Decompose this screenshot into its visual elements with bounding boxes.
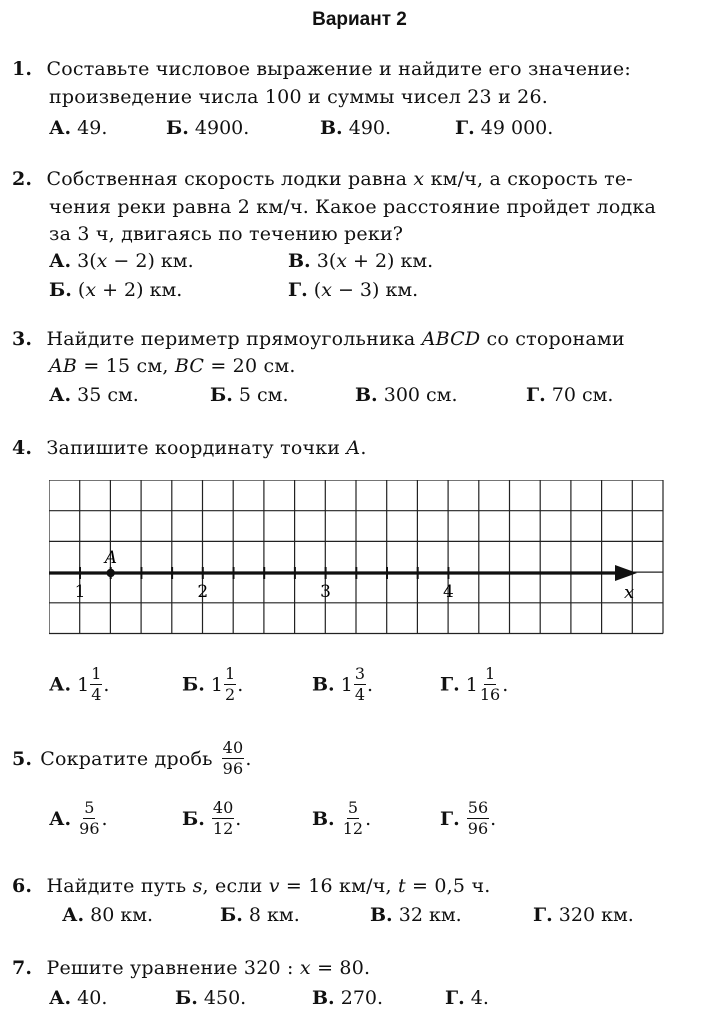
point-a-label: A [104, 548, 117, 568]
q6-option-v[interactable]: В. 32 км. [370, 904, 462, 926]
q3-option-b[interactable]: Б. 5 см. [210, 384, 289, 406]
q2-text-line2: чения реки равна 2 км/ч. Какое расстояние пройдет лодка [49, 196, 656, 218]
q1-number: 1. [12, 58, 33, 80]
q7-option-g[interactable]: Г. 4. [445, 987, 489, 1009]
q6-number: 6. [12, 875, 33, 897]
q5-option-a[interactable]: А. $\frac{5}{96}$ . [49, 798, 108, 838]
q1-option-b[interactable]: Б. 4900. [166, 117, 250, 139]
q3-text-line1: 3. Найдите периметр прямоугольника ABCD со сторонами [12, 328, 625, 350]
axis-arrow-icon [615, 565, 637, 581]
q1-option-a[interactable]: А. 49. [49, 117, 108, 139]
q6-text: 6. Найдите путь s, если v = 16 км/ч, t = 0,5 ч. [12, 875, 491, 897]
q2-text-line3: за 3 ч, двигаясь по течению реки? [49, 223, 404, 245]
q1-text-line2: произведение числа 100 и суммы чисел 23 и 26. [49, 86, 548, 108]
q4-option-g[interactable]: Г. 1 $\frac{1}{16}$ . [440, 664, 509, 704]
q5-option-v[interactable]: В. $\frac{5}{12}$ . [312, 798, 372, 838]
q2-text-line1: 2. Собственная скорость лодки равна x км/ч, а скорость те- [12, 168, 633, 190]
q2-number: 2. [12, 168, 33, 190]
variant-title: Вариант 2 [312, 9, 407, 30]
point-a-marker [107, 569, 115, 577]
q2-option-a[interactable]: А. 3(x − 2) км. [49, 250, 194, 272]
q4-option-v[interactable]: В. 1 $\frac{3}{4}$ . [312, 664, 374, 704]
q1-option-g[interactable]: Г. 49 000. [455, 117, 554, 139]
q3-option-g[interactable]: Г. 70 см. [526, 384, 614, 406]
q5-option-b[interactable]: Б. $\frac{40}{12}$ . [182, 798, 242, 838]
q6-option-a[interactable]: А. 80 км. [62, 904, 154, 926]
q6-option-g[interactable]: Г. 320 км. [533, 904, 634, 926]
q4-option-b[interactable]: Б. 1 $\frac{1}{2}$ . [182, 664, 244, 704]
q7-option-b[interactable]: Б. 450. [175, 987, 247, 1009]
tick-label-4: 4 [442, 582, 454, 602]
q4-number: 4. [12, 437, 33, 459]
grid-lines [49, 480, 663, 634]
number-line-grid [49, 480, 670, 636]
q7-text: 7. Решите уравнение 320 : x = 80. [12, 957, 371, 979]
q3-number: 3. [12, 328, 33, 350]
q3-option-v[interactable]: В. 300 см. [355, 384, 458, 406]
q3-text-line2: AB = 15 см, BC = 20 см. [49, 355, 296, 377]
q2-option-b[interactable]: Б. (x + 2) км. [49, 279, 183, 301]
q5-text: 5. Сократите дробь $\frac{40}{96}$ . [12, 738, 252, 778]
tick-label-1: 1 [74, 582, 86, 602]
q3-option-a[interactable]: А. 35 см. [49, 384, 139, 406]
q6-option-b[interactable]: Б. 8 км. [220, 904, 300, 926]
axis-x-label: x [624, 582, 635, 603]
q4-text: 4. Запишите координату точки A. [12, 437, 367, 459]
tick-label-2: 2 [197, 582, 209, 602]
q2-option-v[interactable]: В. 3(x + 2) км. [288, 250, 434, 272]
q5-fraction: $\frac{40}{96}$ [222, 738, 244, 778]
q1-text-line1: 1. Составьте числовое выражение и найдите его значение: [12, 58, 631, 80]
tick-label-3: 3 [320, 582, 332, 602]
q5-number: 5. [12, 747, 33, 770]
q7-number: 7. [12, 957, 33, 979]
q7-option-v[interactable]: В. 270. [312, 987, 384, 1009]
q1-option-v[interactable]: В. 490. [320, 117, 392, 139]
q4-option-a[interactable]: А. 1 $\frac{1}{4}$ . [49, 664, 110, 704]
q7-option-a[interactable]: А. 40. [49, 987, 108, 1009]
q5-option-g[interactable]: Г. $\frac{56}{96}$ . [440, 798, 497, 838]
q2-option-g[interactable]: Г. (x − 3) км. [288, 279, 419, 301]
